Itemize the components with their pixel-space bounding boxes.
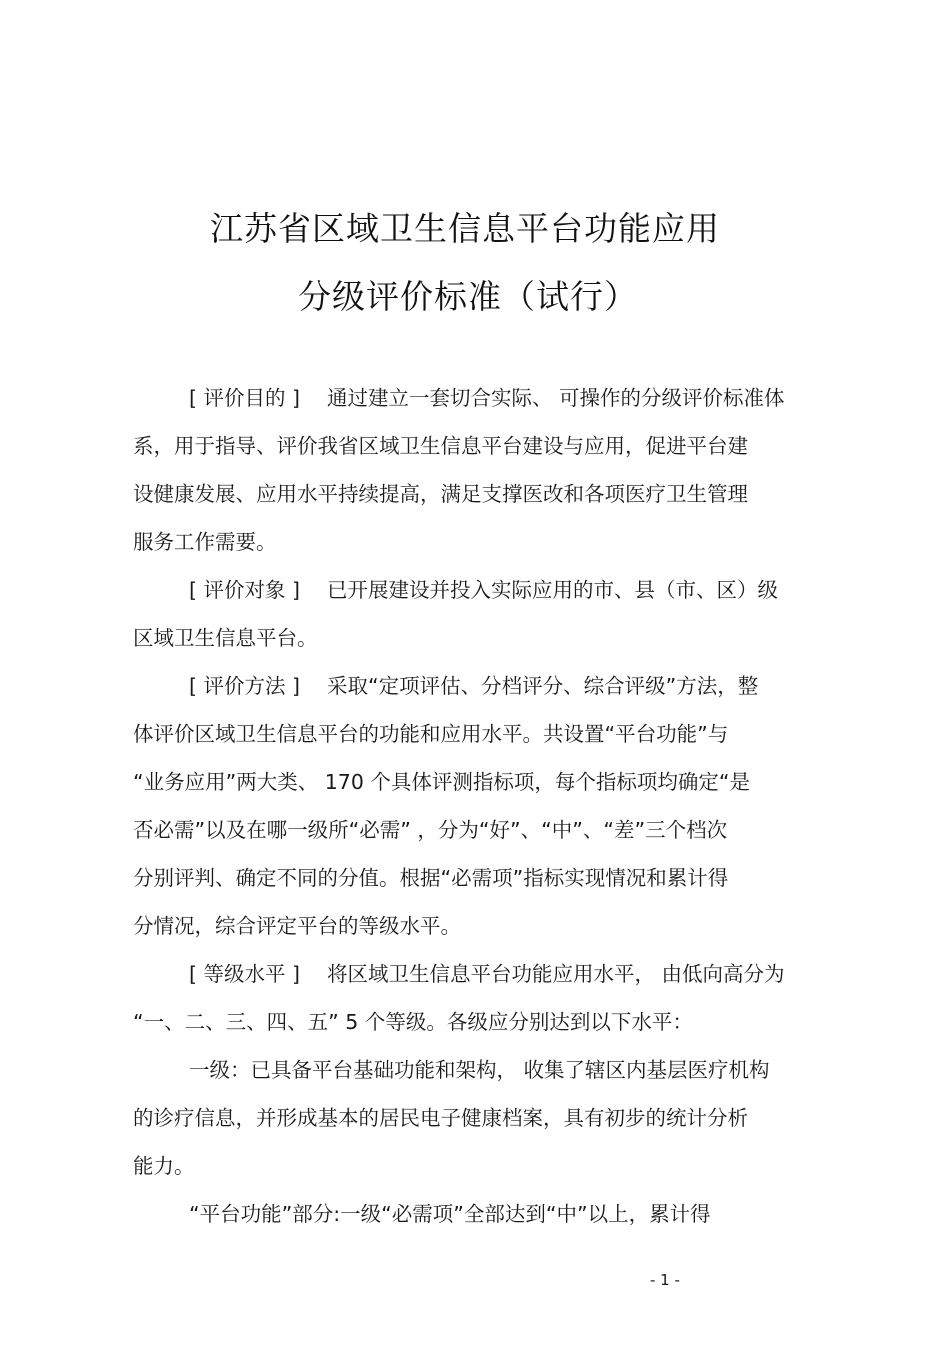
body-line: 分情况，综合评定平台的等级水平。 [133,914,461,938]
body-line: “业务应用”两大类、 170 个具体评测指标项，每个指标项均确定“是 [133,770,751,794]
body-line: [ 等级水平 ] 将区域卫生信息平台功能应用水平， 由低向高分为 [189,962,785,986]
body-line: 服务工作需要。 [133,530,277,554]
body-line: 系，用于指导、评价我省区域卫生信息平台建设与应用，促进平台建 [133,434,748,458]
body-line: [ 评价对象 ] 已开展建设并投入实际应用的市、县（市、区）级 [189,578,779,602]
body-line: 的诊疗信息，并形成基本的居民电子健康档案，具有初步的统计分析 [133,1106,748,1130]
body-line: 区域卫生信息平台。 [133,626,318,650]
body-line: 设健康发展、应用水平持续提高，满足支撑医改和各项医疗卫生管理 [133,482,748,506]
body-line: [ 评价目的 ] 通过建立一套切合实际、 可操作的分级评价标准体 [189,386,785,410]
body-line: 体评价区域卫生信息平台的功能和应用水平。共设置“平台功能”与 [133,722,729,746]
body-line: [ 评价方法 ] 采取“定项评估、分档评分、综合评级”方法，整 [189,674,759,698]
body-line: 一级：已具备平台基础功能和架构， 收集了辖区内基层医疗机构 [189,1058,770,1082]
body-line: 能力。 [133,1154,195,1178]
body-line: 否必需”以及在哪一级所“必需” ，分为“好”、“中”、“差”三个档次 [133,818,728,842]
body-line: “平台功能”部分:一级“必需项”全部达到“中”以上，累计得 [189,1202,711,1226]
page-number: - 1 - [650,1271,680,1289]
body-line: 分别评判、确定不同的分值。根据“必需项”指标实现情况和累计得 [133,866,729,890]
document-title-line-1: 江苏省区域卫生信息平台功能应用 [210,209,720,248]
body-line: “一、二、三、四、五” 5 个等级。各级应分别达到以下水平： [133,1010,693,1034]
document-title-line-2: 分级评价标准（试行） [298,277,638,316]
